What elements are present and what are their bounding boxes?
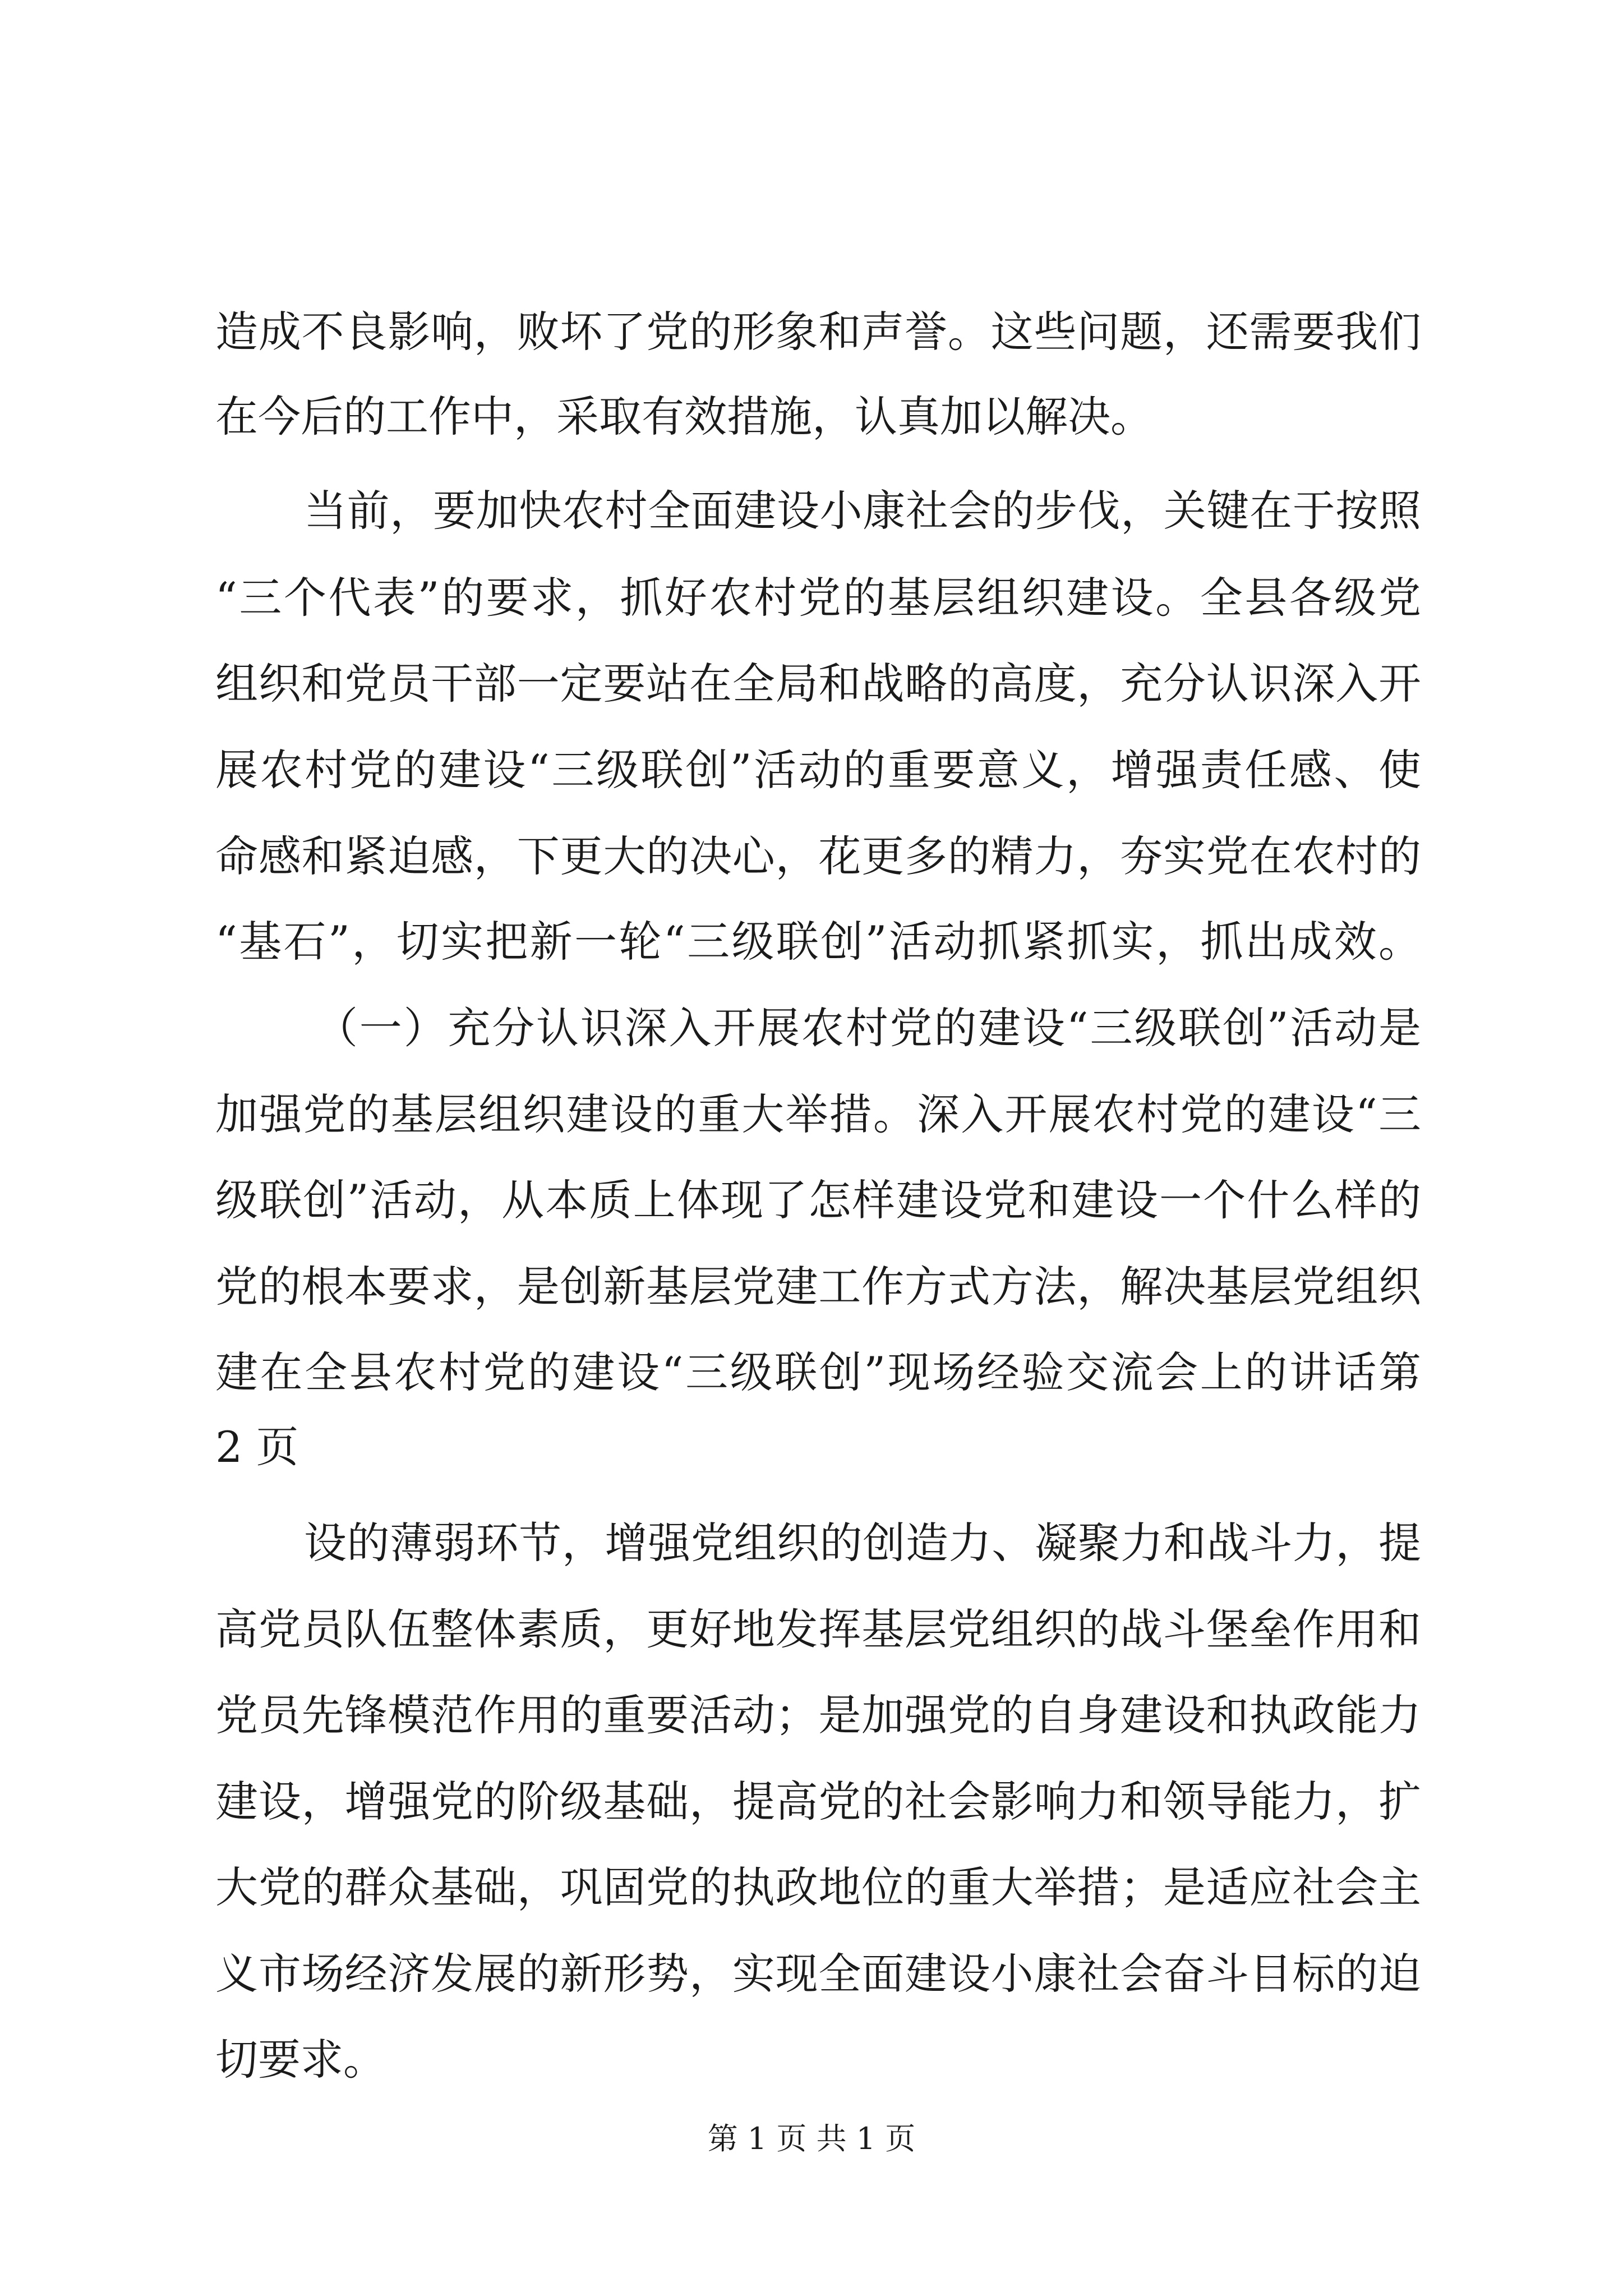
text-line: 建在全县农村党的建设“三级联创”现场经验交流会上的讲话第 [215, 1347, 1421, 1397]
paragraph-first-line: 设的薄弱环节，增强党组织的创造力、凝聚力和战斗力，提 [304, 1518, 1421, 1568]
text-line: 命感和紧迫感，下更大的决心，花更多的精力，夯实党在农村的 [215, 831, 1421, 881]
text-line: 级联创”活动，从本质上体现了怎样建设党和建设一个什么样的 [215, 1175, 1421, 1225]
page-footer: 第 1 页 共 1 页 [707, 2121, 916, 2156]
text-line: 展农村党的建设“三级联创”活动的重要意义，增强责任感、使 [215, 745, 1421, 795]
text-line: “三个代表”的要求，抓好农村党的基层组织建设。全县各级党 [215, 573, 1421, 623]
text-line: 党员先锋模范作用的重要活动；是加强党的自身建设和执政能力 [215, 1690, 1421, 1740]
text-line: 组织和党员干部一定要站在全局和战略的高度，充分认识深入开 [215, 659, 1421, 708]
text-line: 在今后的工作中，采取有效措施，认真加以解决。 [215, 392, 1153, 441]
text-line: 义市场经济发展的新形势，实现全面建设小康社会奋斗目标的迫 [215, 1949, 1421, 1999]
text-line: 高党员队伍整体素质，更好地发挥基层党组织的战斗堡垒作用和 [215, 1604, 1421, 1654]
text-line: 党的根本要求，是创新基层党建工作方式方法，解决基层党组织 [215, 1262, 1421, 1312]
section-heading-line: （一）充分认识深入开展农村党的建设“三级联创”活动是 [315, 1003, 1421, 1053]
page-marker: 2 页 [215, 1422, 299, 1472]
text-line: 造成不良影响，败坏了党的形象和声誉。这些问题，还需要我们 [215, 307, 1421, 357]
text-line: 建设，增强党的阶级基础，提高党的社会影响力和领导能力，扩 [215, 1777, 1421, 1826]
text-line: 加强党的基层组织建设的重大举措。深入开展农村党的建设“三 [215, 1089, 1421, 1139]
text-line: 大党的群众基础，巩固党的执政地位的重大举措；是适应社会主 [215, 1862, 1421, 1912]
text-line: “基石”，切实把新一轮“三级联创”活动抓紧抓实，抓出成效。 [215, 917, 1421, 967]
text-line: 切要求。 [215, 2035, 386, 2085]
paragraph-first-line: 当前，要加快农村全面建设小康社会的步伐，关键在于按照 [304, 486, 1421, 536]
